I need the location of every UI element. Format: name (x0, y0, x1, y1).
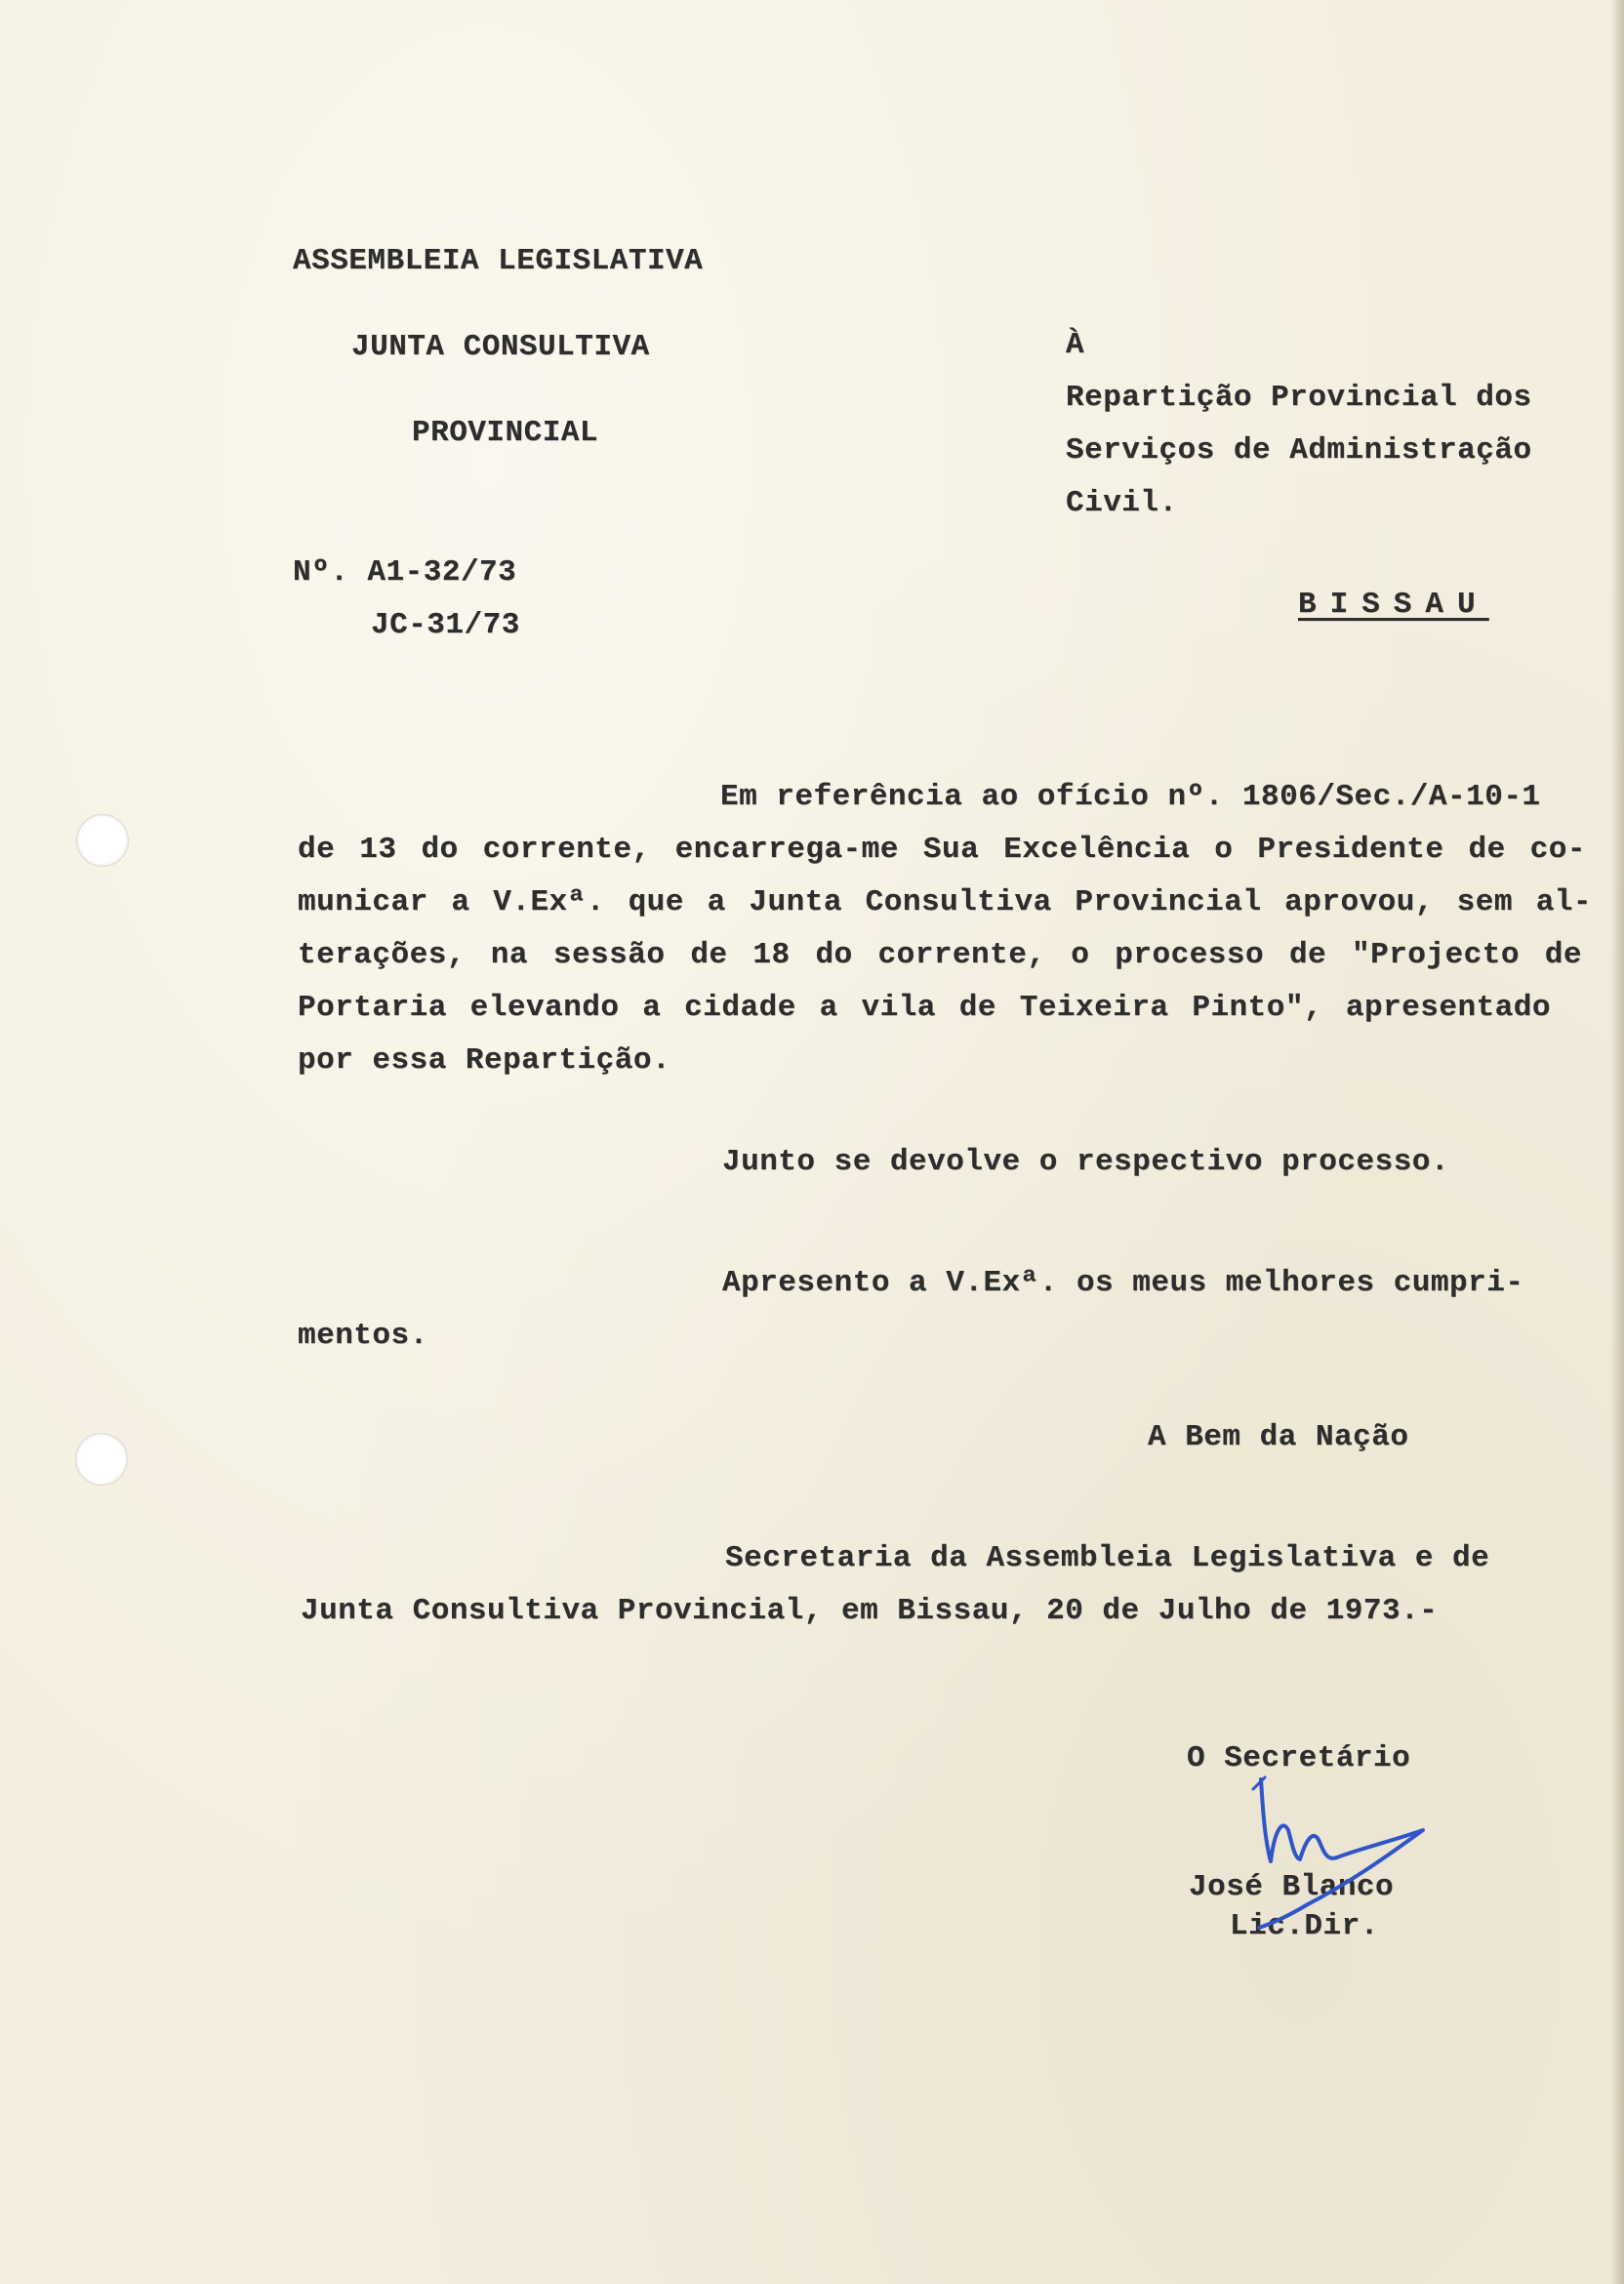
punch-hole-top (76, 814, 129, 867)
recipient-line-2: Serviços de Administração (1066, 433, 1532, 468)
body-paragraph-2: Junto se devolve o respectivo processo. (722, 1145, 1450, 1179)
paragraph-line: mentos. (298, 1319, 428, 1353)
handwritten-signature (1249, 1772, 1444, 1937)
recipient-city: BISSAU (1298, 588, 1489, 622)
signatory-qualification: Lic.Dir. (1230, 1909, 1379, 1943)
paragraph-line: Portaria elevando a cidade a vila de Teixeira Pinto", apresentado (298, 991, 1551, 1025)
reference-number-1: Nº. A1-32/73 (293, 555, 517, 590)
closing-salutation: A Bem da Nação (1148, 1420, 1409, 1454)
reference-number-2: JC-31/73 (371, 608, 520, 642)
sender-line-2: JUNTA CONSULTIVA (351, 330, 650, 364)
paper-edge-shadow (1610, 0, 1624, 2284)
signatory-title: O Secretário (1187, 1741, 1411, 1775)
sender-line-3: PROVINCIAL (412, 416, 599, 450)
recipient-line-1: Repartição Provincial dos (1066, 381, 1532, 415)
punch-hole-bottom (75, 1433, 128, 1486)
paragraph-line: Em referência ao ofício nº. 1806/Sec./A-10-1 (720, 780, 1541, 814)
paragraph-line: de 13 do corrente, encarrega-me Sua Excelência o Presidente de co- (298, 833, 1586, 867)
paragraph-line: municar a V.Exª. que a Junta Consultiva Provincial aprovou, sem al- (298, 885, 1592, 919)
recipient-line-3: Civil. (1066, 486, 1178, 520)
paragraph-line: terações, na sessão de 18 do corrente, o processo de "Projecto de (298, 938, 1582, 972)
sender-line-1: ASSEMBLEIA LEGISLATIVA (293, 244, 704, 278)
paragraph-line: por essa Repartição. (298, 1043, 671, 1078)
place-date-line: Secretaria da Assembleia Legislativa e de (725, 1541, 1490, 1575)
signatory-name: José Blanco (1189, 1870, 1395, 1904)
place-date-line: Junta Consultiva Provincial, em Bissau, 20 de Julho de 1973.- (301, 1594, 1439, 1628)
paragraph-line: Apresento a V.Exª. os meus melhores cumpri- (722, 1266, 1524, 1300)
recipient-prefix: À (1066, 328, 1085, 362)
